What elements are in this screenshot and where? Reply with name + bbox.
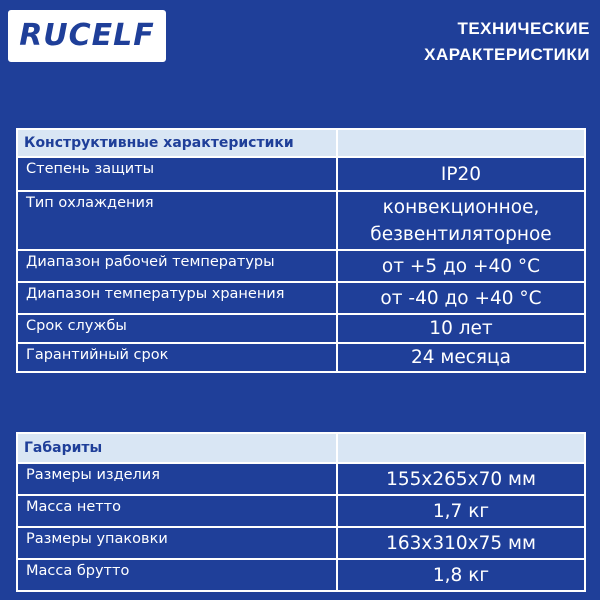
value-line: безвентиляторное <box>370 223 552 245</box>
table-header-row <box>17 433 585 463</box>
section-title: Конструктивные характеристики <box>17 129 337 157</box>
row-value: 155х265х70 мм <box>337 463 585 495</box>
dimensions-table <box>16 432 586 592</box>
row-label: Диапазон температуры хранения <box>17 282 337 314</box>
row-label: Тип охлаждения <box>17 191 337 250</box>
row-value: 163х310х75 мм <box>337 527 585 559</box>
row-value: 1,8 кг <box>337 559 585 591</box>
row-label: Размеры изделия <box>17 463 337 495</box>
value-line: конвекционное, <box>382 196 540 218</box>
table-row <box>17 463 585 495</box>
row-value: от -40 до +40 °С <box>337 282 585 314</box>
row-value: 10 лет <box>337 314 585 343</box>
table-row <box>17 343 585 372</box>
table-row <box>17 282 585 314</box>
logo-text: RUCELF <box>19 18 155 53</box>
table-row <box>17 527 585 559</box>
table-row <box>17 191 585 250</box>
table-row <box>17 495 585 527</box>
heading-line-1: ТЕХНИЧЕСКИЕ <box>457 19 590 38</box>
row-label: Масса брутто <box>17 559 337 591</box>
row-value <box>337 191 585 250</box>
row-label: Размеры упаковки <box>17 527 337 559</box>
row-label: Масса нетто <box>17 495 337 527</box>
row-value: 1,7 кг <box>337 495 585 527</box>
section-title: Габариты <box>17 433 337 463</box>
table-row <box>17 314 585 343</box>
header-empty-cell <box>337 433 585 463</box>
row-label: Диапазон рабочей температуры <box>17 250 337 282</box>
page-heading <box>424 16 590 68</box>
table-row <box>17 559 585 591</box>
rucelf-logo <box>8 10 166 62</box>
heading-line-2: ХАРАКТЕРИСТИКИ <box>424 45 590 64</box>
table-header-row <box>17 129 585 157</box>
row-label: Степень защиты <box>17 157 337 191</box>
header-empty-cell <box>337 129 585 157</box>
row-value: IP20 <box>337 157 585 191</box>
row-value: 24 месяца <box>337 343 585 372</box>
table-row <box>17 250 585 282</box>
row-label: Срок службы <box>17 314 337 343</box>
construction-specs-table <box>16 128 586 373</box>
row-value: от +5 до +40 °С <box>337 250 585 282</box>
row-label: Гарантийный срок <box>17 343 337 372</box>
table-row <box>17 157 585 191</box>
